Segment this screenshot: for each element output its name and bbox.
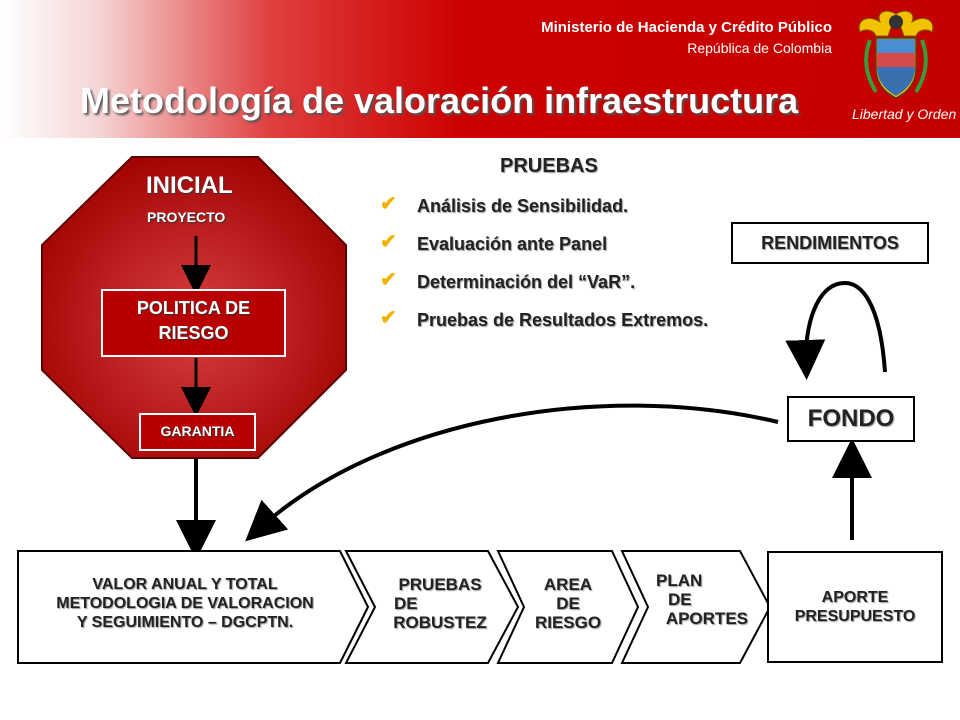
valor-line3: Y SEGUIMIENTO – DGCPTN. (76, 614, 294, 631)
motto-text: Libertad y Orden (852, 106, 957, 122)
politica-line2: RIESGO (158, 323, 229, 343)
list-item: ✔ Análisis de Sensibilidad. (380, 193, 629, 216)
valor-line2: METODOLOGIA DE VALORACION (56, 595, 314, 612)
politica-label (102, 296, 285, 346)
arrow-rendimientos-loop (806, 283, 885, 372)
check-icon: ✔ (380, 307, 397, 329)
page-title: Metodología de valoración infraestructura (80, 80, 799, 121)
plan-line1: PLAN (656, 571, 703, 590)
country-name: República de Colombia (687, 40, 832, 56)
robustez-label (380, 575, 500, 632)
aporte-label (768, 588, 942, 626)
list-item: ✔ Determinación del “VaR”. (380, 269, 636, 292)
ministry-name: Ministerio de Hacienda y Crédito Público (541, 19, 832, 36)
aporte-line2: PRESUPUESTO (794, 608, 916, 625)
area-line2: DE (556, 594, 580, 613)
octagon-subtitle: PROYECTO (147, 209, 226, 225)
plan-line3: APORTES (665, 609, 748, 628)
garantia-label: GARANTIA (160, 423, 235, 439)
area-line1: AREA (543, 575, 593, 594)
rendimientos-box: RENDIMIENTOS (731, 222, 929, 264)
tests-list (380, 193, 735, 330)
list-item: ✔ Evaluación ante Panel (380, 231, 608, 254)
check-icon: ✔ (380, 231, 397, 253)
check-icon: ✔ (380, 269, 397, 291)
fondo-box: FONDO (787, 396, 915, 442)
aporte-line1: APORTE (821, 589, 889, 606)
plan-label (648, 571, 748, 628)
tests-title: PRUEBAS (500, 155, 598, 177)
robustez-line1: PRUEBAS (398, 575, 482, 594)
valor-label (18, 575, 352, 632)
octagon-title: INICIAL (146, 172, 233, 199)
valor-line1: VALOR ANUAL Y TOTAL (92, 576, 278, 593)
plan-line2: DE (668, 590, 692, 609)
area-label (522, 575, 614, 632)
area-line3: RIESGO (534, 613, 602, 632)
list-item: ✔ Pruebas de Resultados Extremos. (380, 307, 709, 330)
robustez-line3: ROBUSTEZ (393, 613, 487, 632)
arrow-fondo-to-valor (260, 406, 778, 528)
politica-line1: POLITICA DE (136, 298, 251, 318)
check-icon: ✔ (380, 193, 397, 215)
robustez-line2: DE (394, 594, 418, 613)
